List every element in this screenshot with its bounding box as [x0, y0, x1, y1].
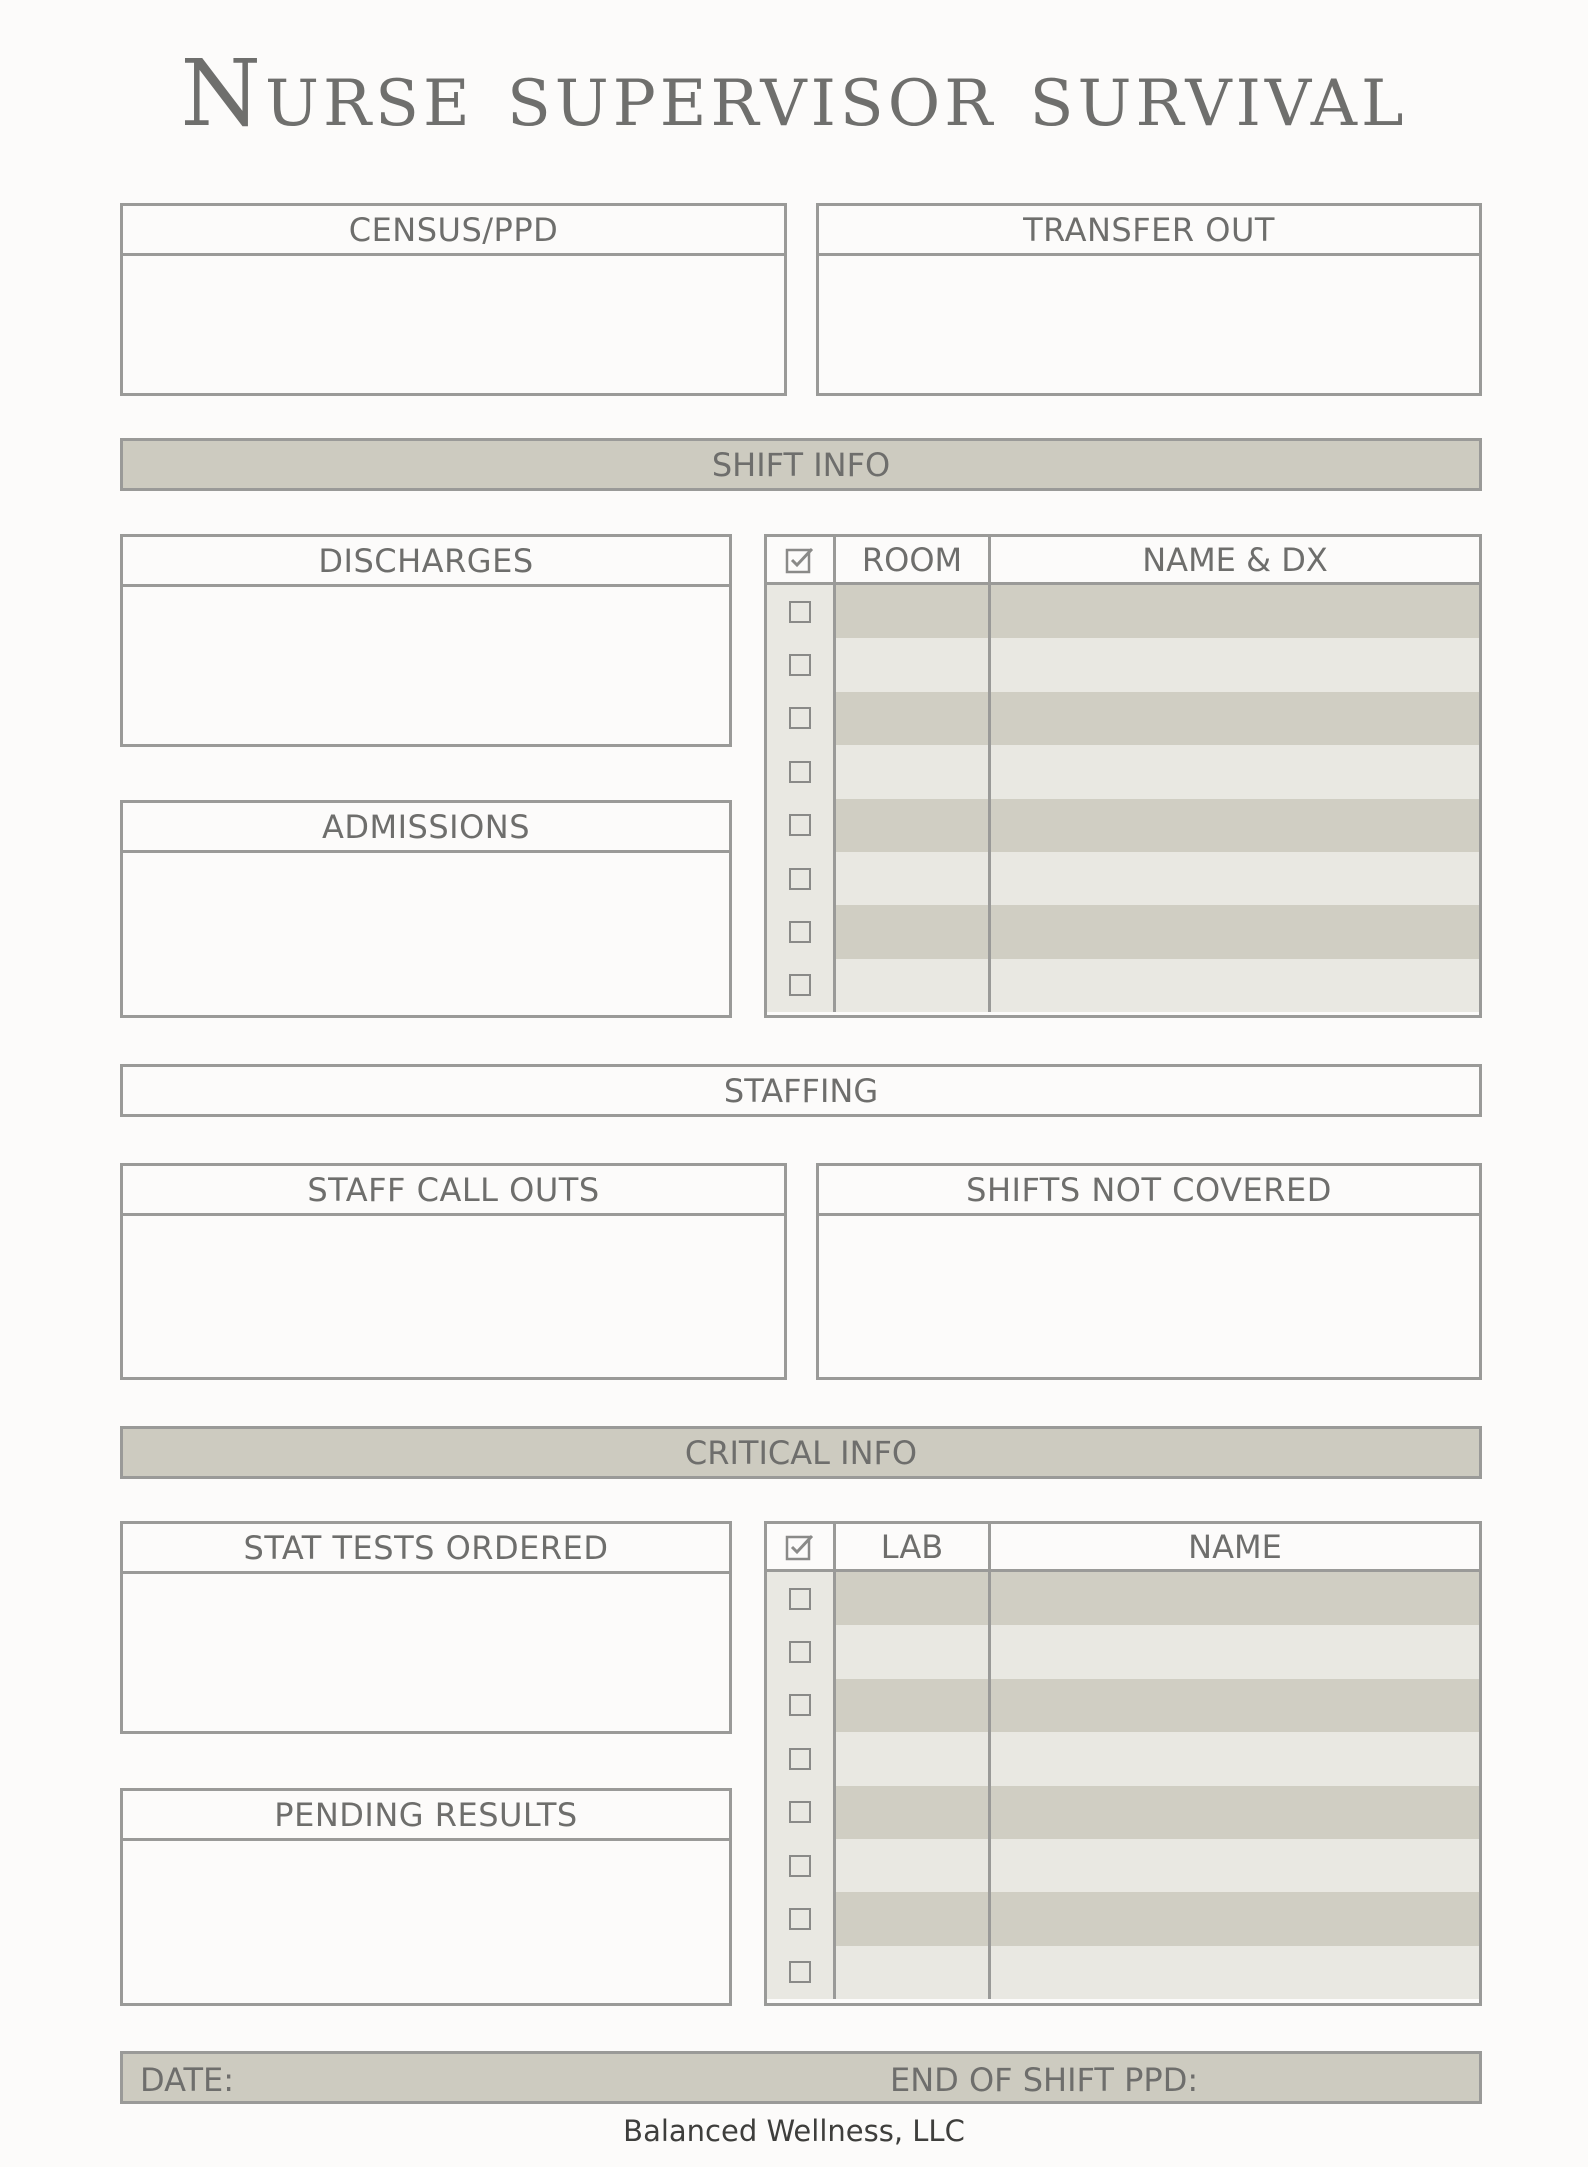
lab-table-cell-1[interactable]: [836, 1732, 991, 1785]
discharges-heading: DISCHARGES: [123, 537, 729, 587]
lab-table-cell-2[interactable]: [991, 1786, 1479, 1839]
lab-table-cell-2[interactable]: [991, 1839, 1479, 1892]
lab-table-cell-1[interactable]: [836, 1839, 991, 1892]
room-table: [764, 534, 1482, 1018]
stat-tests-ordered-heading: STAT TESTS ORDERED: [123, 1524, 729, 1574]
lab-table-row[interactable]: [767, 1572, 1479, 1625]
row-checkbox-cell: [767, 745, 836, 798]
pending-results-heading: PENDING RESULTS: [123, 1791, 729, 1841]
row-checkbox-cell: [767, 692, 836, 745]
lab-table-cell-1[interactable]: [836, 1946, 991, 1999]
room-table-cell-1[interactable]: [836, 905, 991, 958]
lab-table-cell-2[interactable]: [991, 1892, 1479, 1945]
discharges-box[interactable]: [120, 534, 732, 747]
row-checkbox-cell: [767, 1572, 836, 1625]
staff-call-outs-box[interactable]: [120, 1163, 787, 1380]
room-table-cell-1[interactable]: [836, 745, 991, 798]
room-table-cell-2[interactable]: [991, 799, 1479, 852]
row-checkbox-cell: [767, 1732, 836, 1785]
name-dx-column-header: NAME & DX: [1142, 540, 1328, 579]
room-table-cell-1[interactable]: [836, 692, 991, 745]
brand-text: Balanced Wellness, LLC: [623, 2114, 965, 2148]
checkbox[interactable]: [789, 761, 811, 783]
room-table-row[interactable]: [767, 585, 1479, 638]
room-table-cell-2[interactable]: [991, 959, 1479, 1012]
room-table-row[interactable]: [767, 799, 1479, 852]
room-table-cell-1[interactable]: [836, 585, 991, 638]
checkbox[interactable]: [789, 1694, 811, 1716]
lab-table-row[interactable]: [767, 1946, 1479, 1999]
checkbox[interactable]: [789, 974, 811, 996]
lab-table-cell-2[interactable]: [991, 1572, 1479, 1625]
shifts-not-covered-box[interactable]: [816, 1163, 1482, 1380]
row-checkbox-cell: [767, 1839, 836, 1892]
checkbox[interactable]: [789, 1748, 811, 1770]
lab-table-cell-2[interactable]: [991, 1625, 1479, 1678]
transfer-out-box[interactable]: [816, 203, 1482, 396]
room-table-row[interactable]: [767, 692, 1479, 745]
stat-tests-ordered-box[interactable]: [120, 1521, 732, 1734]
checkbox[interactable]: [789, 601, 811, 623]
room-table-cell-1[interactable]: [836, 638, 991, 691]
row-checkbox-cell: [767, 959, 836, 1012]
lab-table-cell-2[interactable]: [991, 1732, 1479, 1785]
row-checkbox-cell: [767, 799, 836, 852]
checkbox[interactable]: [789, 654, 811, 676]
checkbox[interactable]: [789, 868, 811, 890]
lab-table-cell-1[interactable]: [836, 1892, 991, 1945]
room-table-cell-2[interactable]: [991, 585, 1479, 638]
row-checkbox-cell: [767, 852, 836, 905]
lab-table-cell-2[interactable]: [991, 1679, 1479, 1732]
date-label: DATE:: [140, 2061, 235, 2099]
checkbox[interactable]: [789, 1588, 811, 1610]
shifts-not-covered-heading: SHIFTS NOT COVERED: [819, 1166, 1479, 1216]
lab-table-row[interactable]: [767, 1839, 1479, 1892]
admissions-heading: ADMISSIONS: [123, 803, 729, 853]
lab-table-row[interactable]: [767, 1786, 1479, 1839]
row-checkbox-cell: [767, 1679, 836, 1732]
room-table-cell-2[interactable]: [991, 852, 1479, 905]
room-table-cell-1[interactable]: [836, 852, 991, 905]
room-table-cell-2[interactable]: [991, 692, 1479, 745]
checkbox[interactable]: [789, 1961, 811, 1983]
lab-table-cell-2[interactable]: [991, 1946, 1479, 1999]
transfer-out-heading: TRANSFER OUT: [819, 206, 1479, 256]
check-header-icon: [767, 537, 836, 582]
admissions-box[interactable]: [120, 800, 732, 1018]
checkbox[interactable]: [789, 1801, 811, 1823]
end-of-shift-ppd-label: END OF SHIFT PPD:: [890, 2061, 1199, 2099]
room-table-row[interactable]: [767, 905, 1479, 958]
shift-info-bar: SHIFT INFO: [120, 438, 1482, 491]
checkbox[interactable]: [789, 921, 811, 943]
checkbox[interactable]: [789, 707, 811, 729]
lab-table-row[interactable]: [767, 1892, 1479, 1945]
row-checkbox-cell: [767, 1946, 836, 1999]
staffing-bar: STAFFING: [120, 1064, 1482, 1117]
lab-table-header: [767, 1524, 1479, 1572]
row-checkbox-cell: [767, 1786, 836, 1839]
lab-table-cell-1[interactable]: [836, 1572, 991, 1625]
room-table-cell-2[interactable]: [991, 905, 1479, 958]
row-checkbox-cell: [767, 1892, 836, 1945]
lab-table-cell-1[interactable]: [836, 1786, 991, 1839]
census-heading: CENSUS/PPD: [123, 206, 784, 256]
room-table-header: [767, 537, 1479, 585]
lab-table-row[interactable]: [767, 1625, 1479, 1678]
check-header-icon: [767, 1524, 836, 1569]
lab-column-header: LAB: [836, 1524, 991, 1569]
room-column-header: ROOM: [836, 537, 991, 582]
lab-table-row[interactable]: [767, 1732, 1479, 1785]
name-column-header: NAME: [1188, 1527, 1282, 1566]
room-table-cell-2[interactable]: [991, 745, 1479, 798]
lab-table: [764, 1521, 1482, 2006]
room-table-row[interactable]: [767, 852, 1479, 905]
room-table-cell-2[interactable]: [991, 638, 1479, 691]
room-table-row[interactable]: [767, 959, 1479, 1012]
room-table-row[interactable]: [767, 638, 1479, 691]
row-checkbox-cell: [767, 585, 836, 638]
census-box[interactable]: [120, 203, 787, 396]
row-checkbox-cell: [767, 638, 836, 691]
pending-results-box[interactable]: [120, 1788, 732, 2006]
lab-table-cell-1[interactable]: [836, 1625, 991, 1678]
staff-call-outs-heading: STAFF CALL OUTS: [123, 1166, 784, 1216]
room-table-cell-1[interactable]: [836, 959, 991, 1012]
footer-bar: [120, 2051, 1482, 2104]
checkbox[interactable]: [789, 1855, 811, 1877]
critical-info-bar: CRITICAL INFO: [120, 1426, 1482, 1479]
lab-table-row[interactable]: [767, 1679, 1479, 1732]
checkbox[interactable]: [789, 1641, 811, 1663]
row-checkbox-cell: [767, 905, 836, 958]
lab-table-cell-1[interactable]: [836, 1679, 991, 1732]
room-table-cell-1[interactable]: [836, 799, 991, 852]
checkbox[interactable]: [789, 1908, 811, 1930]
room-table-row[interactable]: [767, 745, 1479, 798]
page-title: Nurse supervisor survival: [180, 40, 1408, 147]
checkbox[interactable]: [789, 814, 811, 836]
row-checkbox-cell: [767, 1625, 836, 1678]
